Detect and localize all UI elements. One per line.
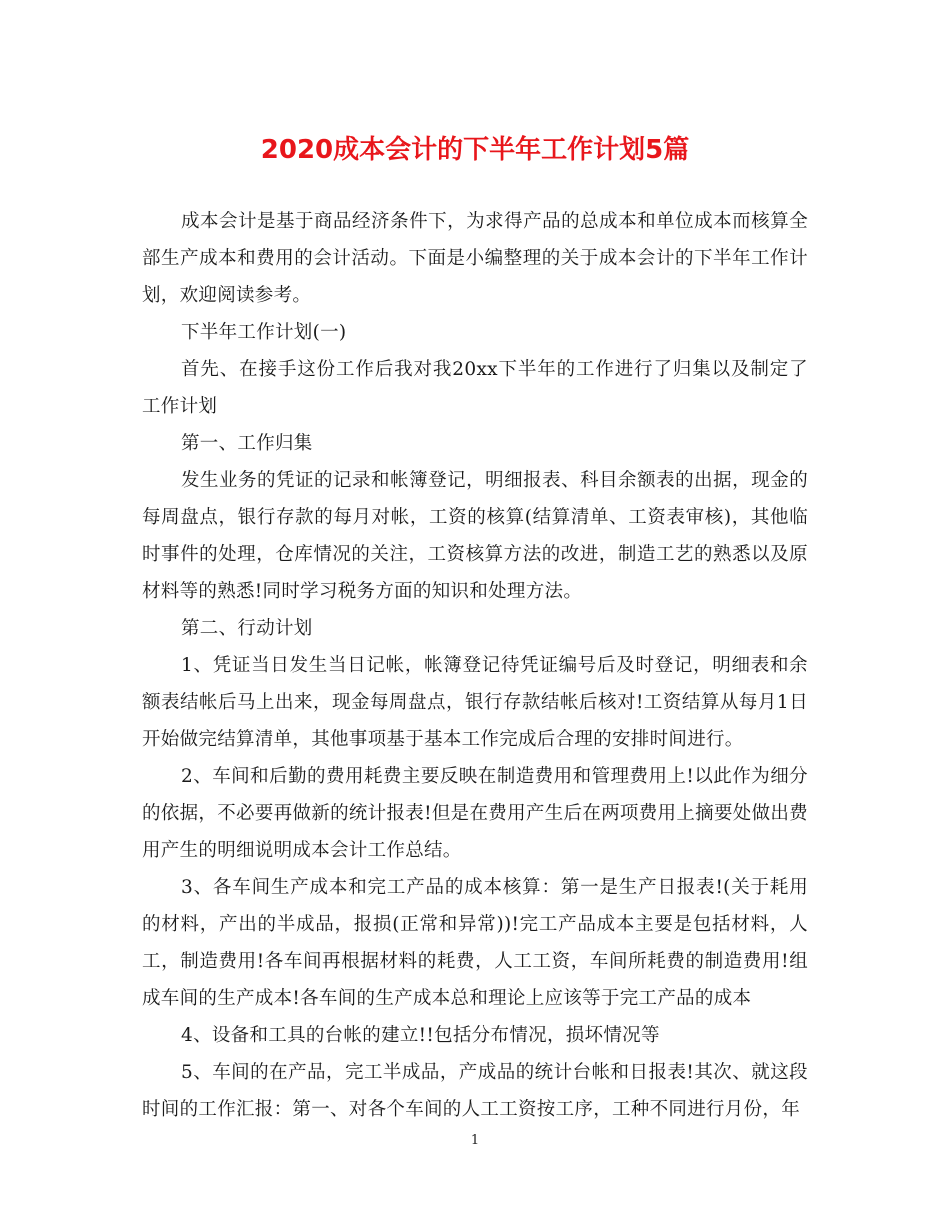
list-item: 5、车间的在产品，完工半成品，产成品的统计台帐和日报表!其次、就这段时间的工作汇报：第一、对各个车间的人工工资按工序，工种不同进行月份，年 [142, 1062, 808, 1120]
document-title: 2020成本会计的下半年工作计划5篇 [260, 135, 690, 165]
list-item: 3、各车间生产成本和完工产品的成本核算：第一是生产日报表!(关于耗用的材料，产出的半成品，报损(正常和异常))!完工产品成本主要是包括材料，人工，制造费用!各车间再根据材料的耗费，人工工资，车间所耗费的制造费用!组成车间的生产成本!各车间的生产成本总和理论上应该等于完工产品的成本 [142, 877, 808, 1009]
page-number: 1 [470, 1133, 480, 1148]
list-item: 4、设备和工具的台帐的建立!!包括分布情况，损坏情况等 [181, 1025, 660, 1046]
section-heading: 下半年工作计划(一) [181, 322, 347, 343]
list-item: 2、车间和后勤的费用耗费主要反映在制造费用和管理费用上!以此作为细分的依据，不必要再做新的统计报表!但是在费用产生后在两项费用上摘要处做出费用产生的明细说明成本会计工作总结。 [142, 766, 808, 861]
paragraph: 首先、在接手这份工作后我对我20xx下半年的工作进行了归集以及制定了工作计划 [142, 359, 808, 417]
list-item: 1、凭证当日发生当日记帐，帐簿登记待凭证编号后及时登记，明细表和余额表结帐后马上出来，现金每周盘点，银行存款结帐后核对!工资结算从每月1日开始做完结算清单，其他事项基于基本工作完成后合理的安排时间进行。 [142, 655, 808, 750]
section-heading: 第一、工作归集 [181, 433, 313, 454]
document-body [142, 203, 808, 1128]
paragraph: 发生业务的凭证的记录和帐簿登记，明细报表、科目余额表的出据，现金的每周盘点，银行存款的每月对帐，工资的核算(结算清单、工资表审核)，其他临时事件的处理，仓库情况的关注，工资核算方法的改进，制造工艺的熟悉以及原材料等的熟悉!同时学习税务方面的知识和处理方法。 [142, 470, 808, 602]
paragraph-intro: 成本会计是基于商品经济条件下，为求得产品的总成本和单位成本而核算全部生产成本和费用的会计活动。下面是小编整理的关于成本会计的下半年工作计划，欢迎阅读参考。 [142, 211, 808, 306]
section-heading: 第二、行动计划 [181, 618, 313, 639]
